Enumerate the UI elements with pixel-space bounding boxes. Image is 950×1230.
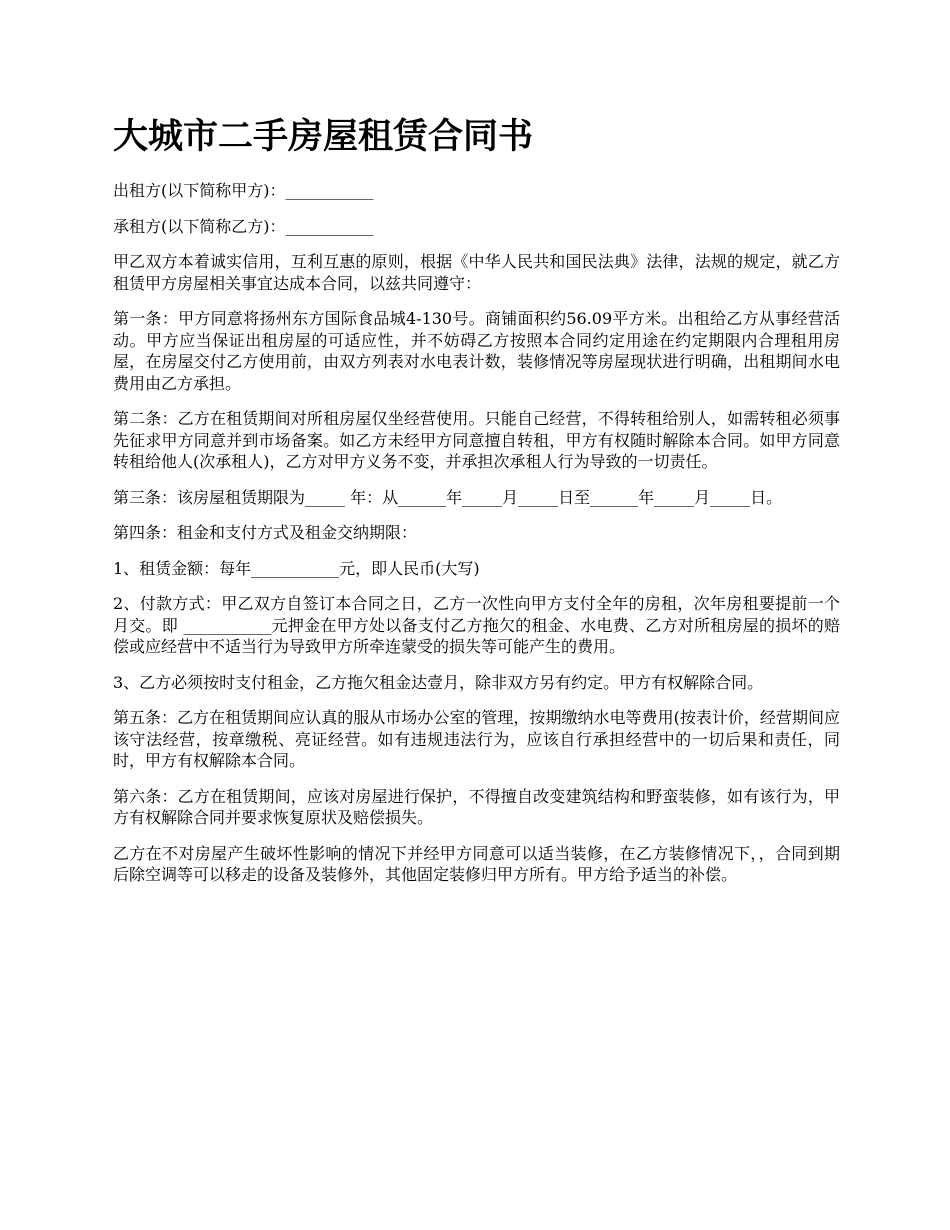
payment-method-item: 2、付款方式：甲乙双方自签订本合同之日，乙方一次性向甲方支付全年的房租，次年房租要提前一个月交。即 ___________元押金在甲方处以备支付乙方拖欠的租金、水电费、乙方对所租房屋的损坏的赔偿或应经营中不适当行为导致甲方所牵连蒙受的损失等可能产生的费用。 <box>113 594 840 656</box>
article-6-paragraph: 第六条：乙方在租赁期间，应该对房屋进行保护，不得擅自改变建筑结构和野蛮装修，如有该行为，甲方有权解除合同并要求恢复原状及赔偿损失。 <box>113 786 840 827</box>
article-1-paragraph: 第一条：甲方同意将扬州东方国际食品城4-130号。商铺面积约56.09平方米。出租给乙方从事经营活动。甲方应当保证出租房屋的可适应性，并不妨碍乙方按照本合同约定用途在约定期限内合理租用房屋，在房屋交付乙方使用前，由双方列表对水电表计数，装修情况等房屋现状进行明确，出租期间水电费用由乙方承担。 <box>113 309 840 393</box>
article-3-paragraph: 第三条：该房屋租赁期限为_____ 年：从______年_____月_____日至______年_____月_____日。 <box>113 487 783 507</box>
renovation-paragraph: 乙方在不对房屋产生破坏性影响的情况下并经甲方同意可以适当装修，在乙方装修情况下，，合同到期后除空调等可以移走的设备及装修外，其他固定装修归甲方所有。甲方给予适当的补偿。 <box>113 843 840 884</box>
rent-amount-item: 1、租赁金额：每年___________元，即人民币(大写) <box>113 558 480 578</box>
payment-deadline-item: 3、乙方必须按时支付租金，乙方拖欠租金达壹月，除非双方另有约定。甲方有权解除合同。 <box>113 672 764 692</box>
party-a-line: 出租方(以下简称甲方)：___________ <box>113 181 374 200</box>
article-4-heading: 第四条：租金和支付方式及租金交纳期限： <box>113 523 418 542</box>
document-body <box>113 180 840 900</box>
document-title: 大城市二手房屋租赁合同书 <box>113 117 534 157</box>
article-2-paragraph: 第二条：乙方在租赁期间对所租房屋仅坐经营使用。只能自己经营，不得转租给别人，如需转租必须事先征求甲方同意并到市场备案。如乙方未经甲方同意擅自转租，甲方有权随时解除本合同。如甲方同意转租给他人(次承租人)，乙方对甲方义务不变，并承担次承租人行为导致的一切责任。 <box>113 409 840 471</box>
party-b-line: 承租方(以下简称乙方)：___________ <box>113 216 374 236</box>
article-5-paragraph: 第五条：乙方在租赁期间应认真的服从市场办公室的管理，按期缴纳水电等费用(按表计价，经营期间应该守法经营，按章缴税、亮证经营。如有违规违法行为，应该自行承担经营中的一切后果和责任，同时，甲方有权解除本合同。 <box>113 708 840 770</box>
preamble-paragraph: 甲乙双方本着诚实信用，互利互惠的原则，根据《中华人民共和国民法典》法律，法规的规定，就乙方租赁甲方房屋相关事宜达成本合同，以兹共同遵守： <box>113 252 840 293</box>
